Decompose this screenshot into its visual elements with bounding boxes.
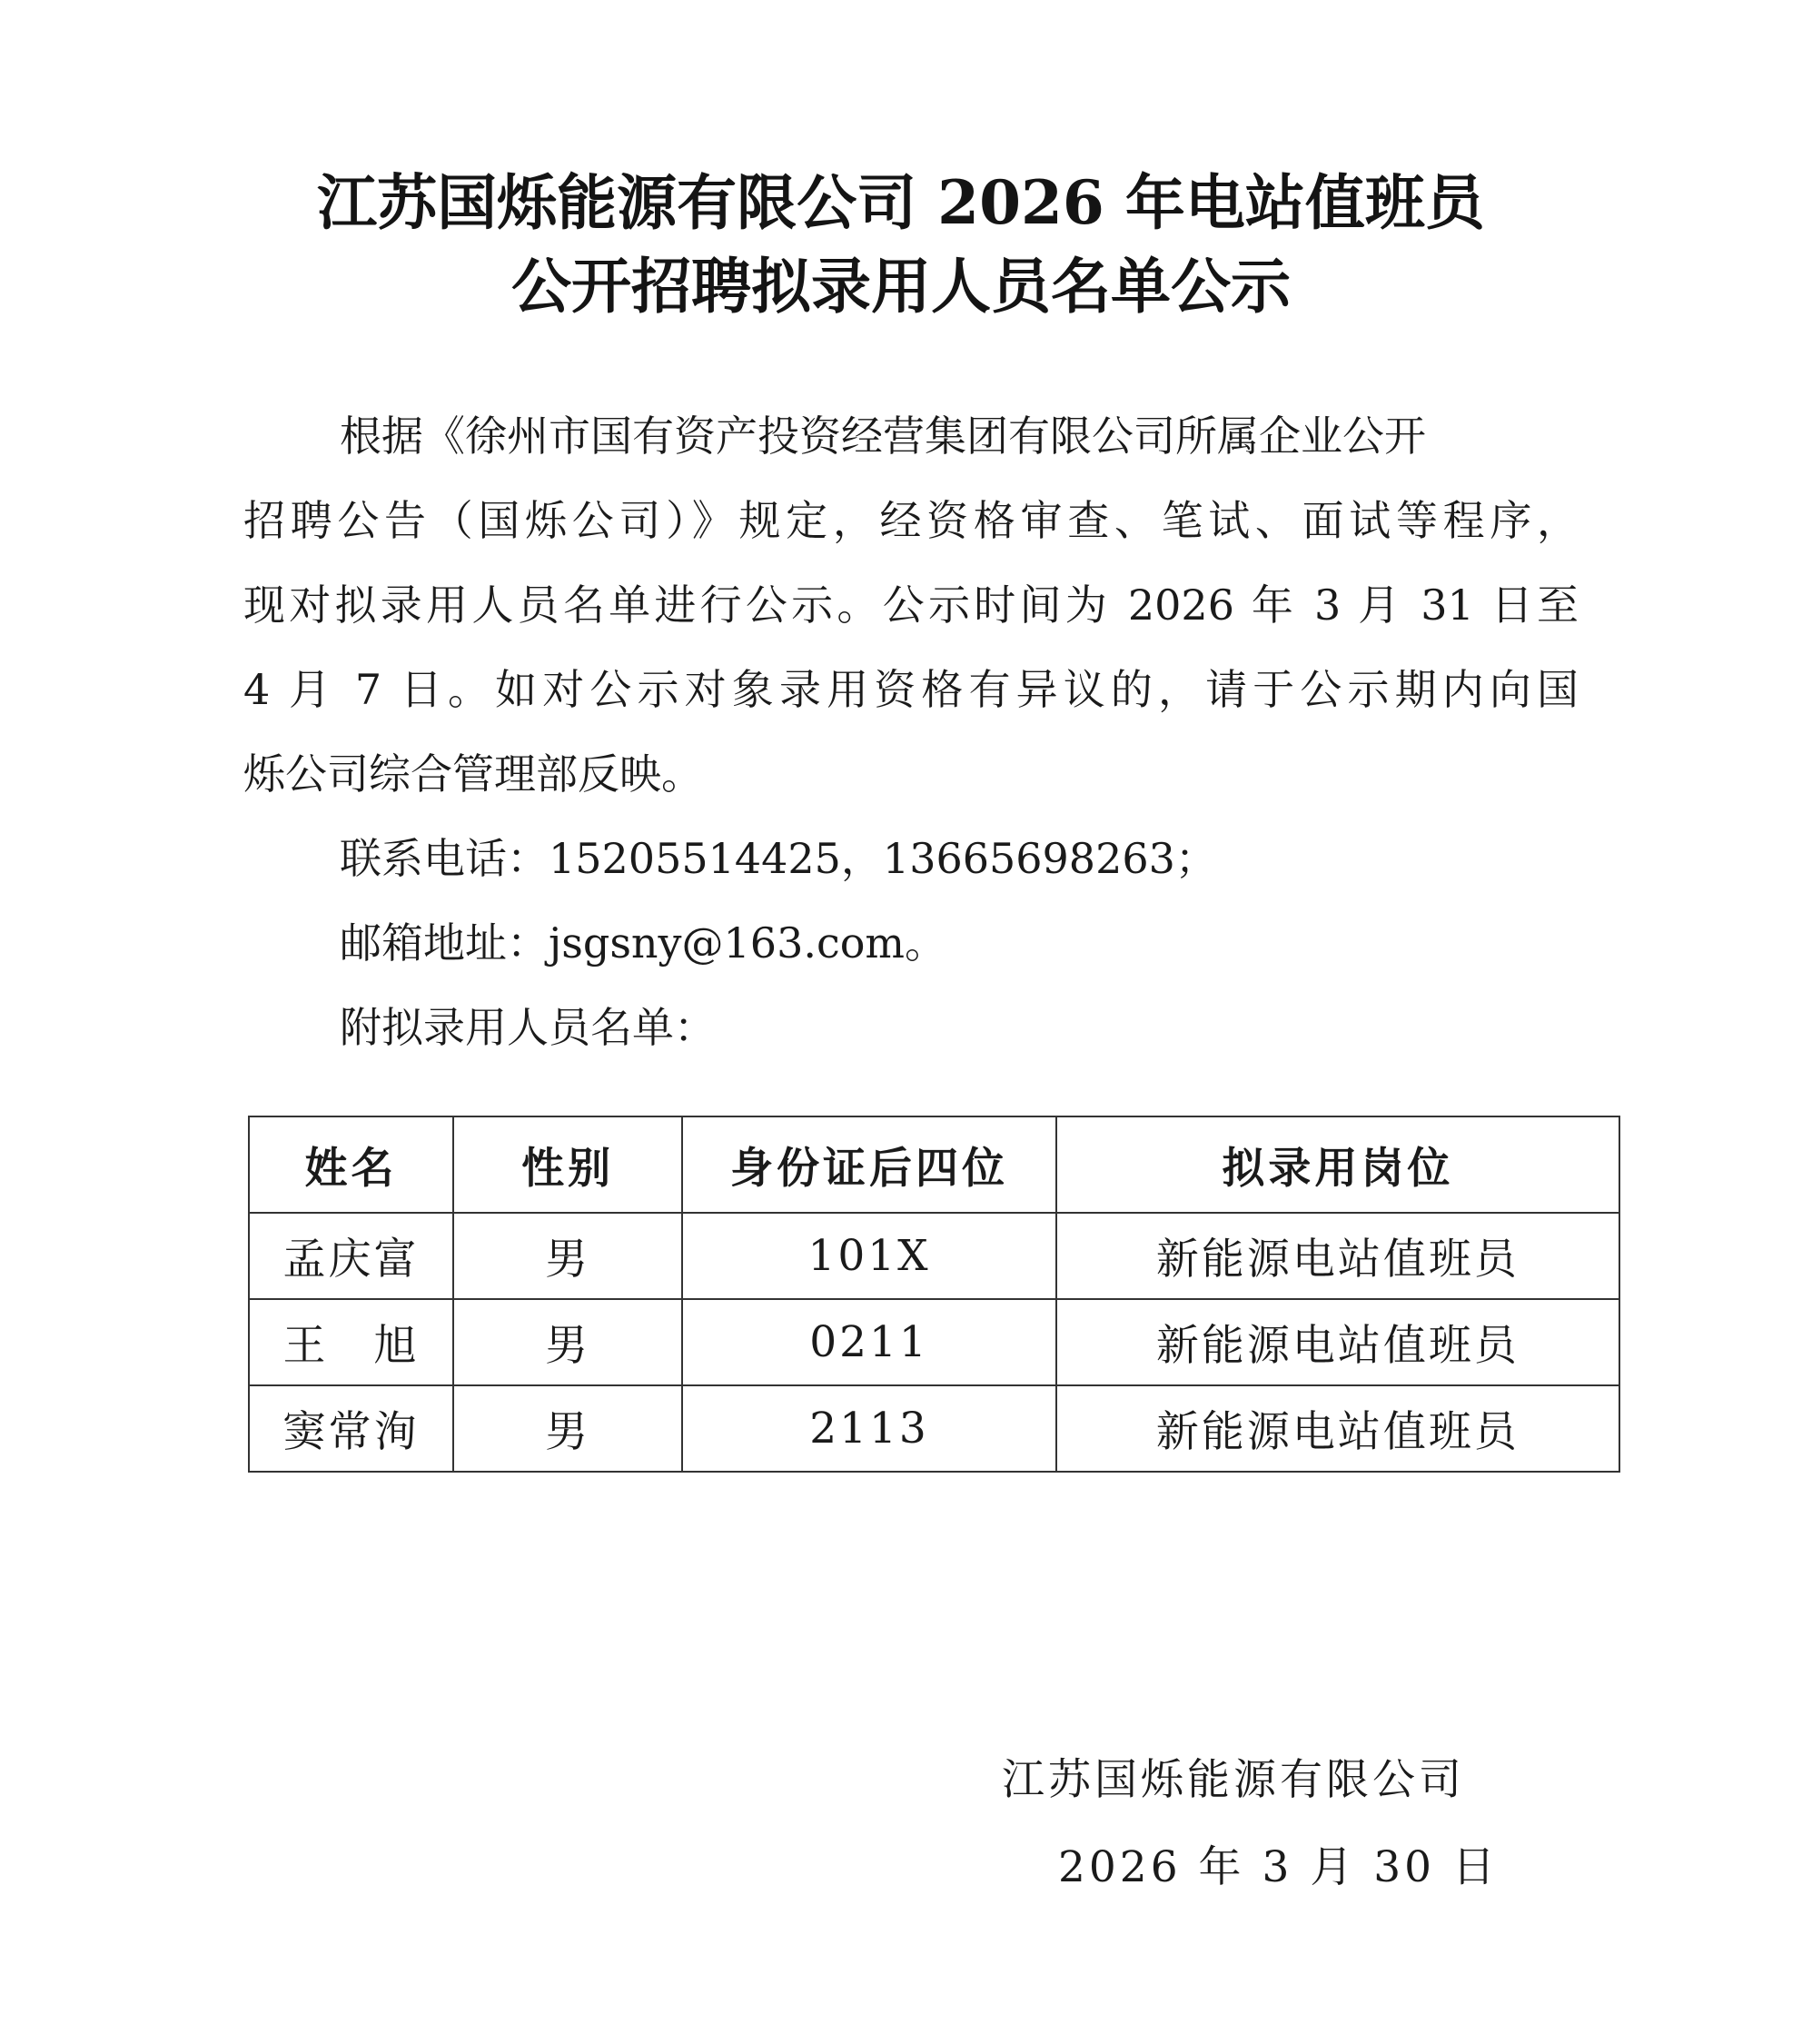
header-position: 拟录用岗位 (1056, 1116, 1619, 1213)
table-row (249, 1213, 1619, 1299)
cell-name: 窦常洵 (249, 1385, 453, 1472)
cell-name: 孟庆富 (249, 1213, 453, 1299)
body-paragraph-line: 招聘公告（国烁公司）》规定，经资格审查、笔试、面试等程序， (243, 496, 1579, 545)
header-name: 姓名 (249, 1116, 453, 1213)
table-row (249, 1385, 1619, 1472)
cell-gender: 男 (453, 1385, 682, 1472)
cell-id-last4: 101X (682, 1213, 1056, 1299)
signature-company: 江苏国烁能源有限公司 (1002, 1755, 1465, 1805)
table-header-row (249, 1116, 1619, 1213)
body-paragraph-line: 现对拟录用人员名单进行公示。公示时间为 2026 年 3 月 31 日至 (243, 580, 1579, 630)
candidate-table (248, 1116, 1620, 1473)
cell-name: 王 旭 (249, 1299, 453, 1385)
header-gender: 性别 (453, 1116, 682, 1213)
cell-position: 新能源电站值班员 (1056, 1385, 1619, 1472)
document-title-line1: 江苏国烁能源有限公司 2026 年电站值班员 (317, 167, 1485, 238)
document-title-line2: 公开招聘拟录用人员名单公示 (511, 251, 1291, 322)
body-paragraph-line: 4 月 7 日。如对公示对象录用资格有异议的，请于公示期内向国 (243, 665, 1579, 714)
cell-position: 新能源电站值班员 (1056, 1299, 1619, 1385)
body-paragraph-line: 烁公司综合管理部反映。 (243, 749, 703, 799)
header-id-last4: 身份证后四位 (682, 1116, 1056, 1213)
cell-gender: 男 (453, 1299, 682, 1385)
cell-id-last4: 0211 (682, 1299, 1056, 1385)
contact-email: 邮箱地址：jsgsny@163.com。 (340, 918, 947, 967)
cell-id-last4: 2113 (682, 1385, 1056, 1472)
signature-date: 2026 年 3 月 30 日 (1058, 1842, 1500, 1892)
table-row (249, 1299, 1619, 1385)
attachment-label: 附拟录用人员名单： (340, 1003, 716, 1052)
cell-position: 新能源电站值班员 (1056, 1213, 1619, 1299)
cell-gender: 男 (453, 1213, 682, 1299)
contact-phone: 联系电话：15205514425，13665698263； (340, 834, 1217, 883)
body-paragraph-line: 根据《徐州市国有资产投资经营集团有限公司所属企业公开 (340, 412, 1426, 461)
